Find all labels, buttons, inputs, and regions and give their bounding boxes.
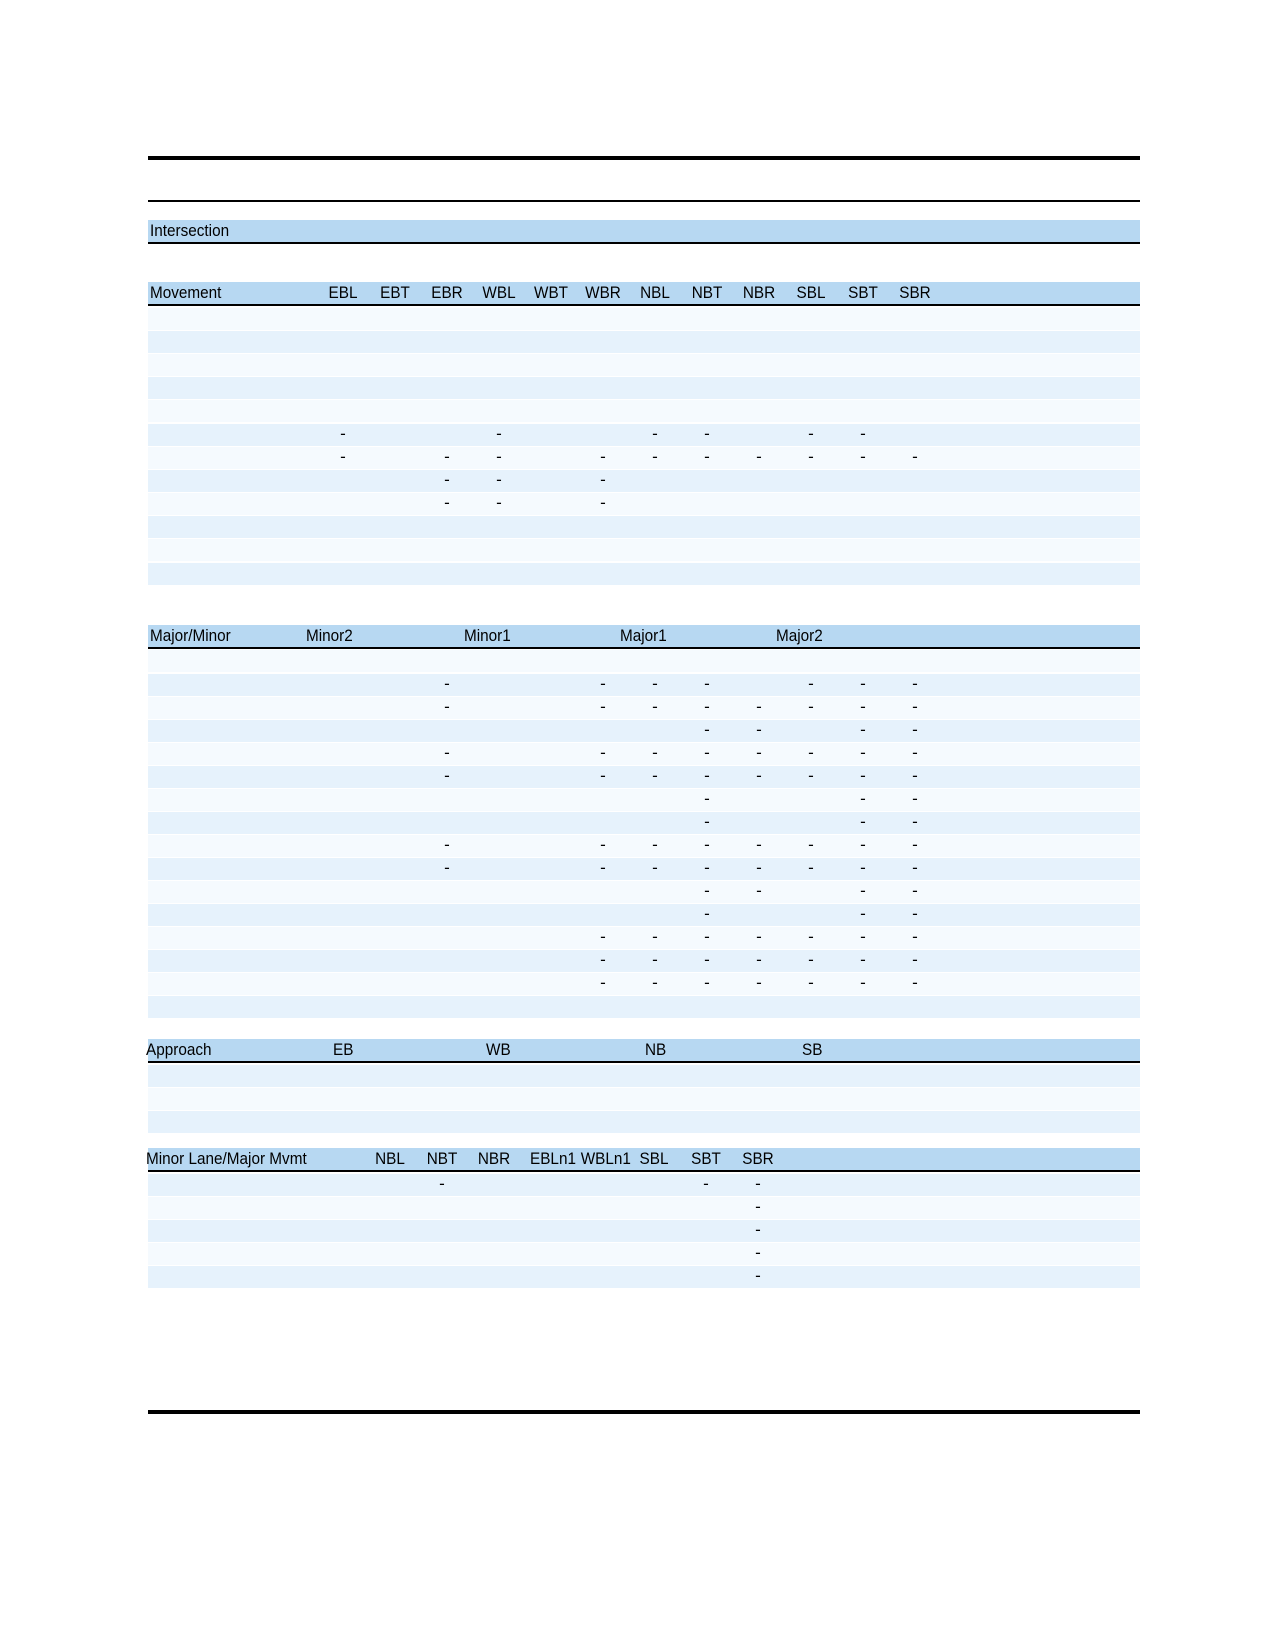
minor-lane-header — [148, 1148, 1140, 1172]
placeholder-dash: - — [704, 697, 710, 716]
group-minor1: Minor1 — [464, 626, 511, 645]
placeholder-dash: - — [912, 927, 918, 946]
placeholder-dash: - — [496, 493, 502, 512]
placeholder-dash: - — [808, 424, 814, 443]
placeholder-dash: - — [652, 858, 658, 877]
movement-col-wbr: WBR — [585, 283, 621, 302]
table-row — [148, 331, 1140, 353]
placeholder-dash: - — [439, 1174, 445, 1193]
placeholder-dash: - — [756, 835, 762, 854]
placeholder-dash: - — [755, 1174, 761, 1193]
placeholder-dash: - — [912, 812, 918, 831]
placeholder-dash: - — [912, 674, 918, 693]
placeholder-dash: - — [808, 927, 814, 946]
table-row — [148, 400, 1140, 422]
placeholder-dash: - — [600, 927, 606, 946]
lane-col-ebln1: EBLn1 — [530, 1149, 576, 1168]
table-row — [148, 1197, 1140, 1219]
lane-col-nbt: NBT — [426, 1149, 458, 1168]
placeholder-dash: - — [600, 493, 606, 512]
placeholder-dash: - — [860, 973, 866, 992]
group-wb: WB — [486, 1040, 511, 1059]
group-sb: SB — [802, 1040, 823, 1059]
top-rule — [148, 156, 1140, 160]
approach-label: Approach — [146, 1040, 212, 1059]
movement-col-sbl: SBL — [796, 283, 826, 302]
placeholder-dash: - — [756, 766, 762, 785]
table-row — [148, 697, 1140, 719]
placeholder-dash: - — [652, 927, 658, 946]
major-minor-header — [148, 625, 1140, 649]
placeholder-dash: - — [912, 904, 918, 923]
rule-tick-mark — [516, 156, 518, 160]
lane-col-sbr: SBR — [742, 1149, 774, 1168]
placeholder-dash: - — [912, 447, 918, 466]
bottom-rule — [148, 1410, 1140, 1414]
placeholder-dash: - — [756, 973, 762, 992]
placeholder-dash: - — [600, 950, 606, 969]
table-row — [148, 650, 1140, 672]
placeholder-dash: - — [496, 447, 502, 466]
placeholder-dash: - — [756, 950, 762, 969]
placeholder-dash: - — [444, 835, 450, 854]
placeholder-dash: - — [652, 424, 658, 443]
placeholder-dash: - — [704, 950, 710, 969]
placeholder-dash: - — [860, 858, 866, 877]
table-row — [148, 1266, 1140, 1288]
placeholder-dash: - — [755, 1220, 761, 1239]
major-minor-label: Major/Minor — [150, 626, 231, 645]
placeholder-dash: - — [860, 697, 866, 716]
table-row — [148, 904, 1140, 926]
movement-col-sbr: SBR — [899, 283, 931, 302]
placeholder-dash: - — [808, 858, 814, 877]
table-row — [148, 1088, 1140, 1110]
table-row — [148, 927, 1140, 949]
table-row — [148, 1243, 1140, 1265]
placeholder-dash: - — [496, 424, 502, 443]
placeholder-dash: - — [444, 858, 450, 877]
placeholder-dash: - — [912, 858, 918, 877]
placeholder-dash: - — [600, 743, 606, 762]
placeholder-dash: - — [756, 858, 762, 877]
table-row — [148, 1220, 1140, 1242]
placeholder-dash: - — [704, 858, 710, 877]
placeholder-dash: - — [808, 835, 814, 854]
placeholder-dash: - — [860, 927, 866, 946]
movement-col-wbl: WBL — [482, 283, 516, 302]
intersection-header — [148, 220, 1140, 244]
placeholder-dash: - — [652, 447, 658, 466]
placeholder-dash: - — [652, 973, 658, 992]
group-major2: Major2 — [776, 626, 823, 645]
placeholder-dash: - — [652, 743, 658, 762]
placeholder-dash: - — [860, 950, 866, 969]
placeholder-dash: - — [444, 447, 450, 466]
placeholder-dash: - — [600, 697, 606, 716]
table-row — [148, 1111, 1140, 1133]
group-major1: Major1 — [620, 626, 667, 645]
placeholder-dash: - — [600, 766, 606, 785]
placeholder-dash: - — [704, 927, 710, 946]
placeholder-dash: - — [703, 1174, 709, 1193]
placeholder-dash: - — [860, 743, 866, 762]
table-row — [148, 493, 1140, 515]
placeholder-dash: - — [600, 858, 606, 877]
placeholder-dash: - — [860, 789, 866, 808]
placeholder-dash: - — [860, 904, 866, 923]
table-row — [148, 1174, 1140, 1196]
movement-col-nbr: NBR — [742, 283, 776, 302]
group-minor2: Minor2 — [306, 626, 353, 645]
table-row — [148, 835, 1140, 857]
table-row — [148, 1065, 1140, 1087]
placeholder-dash: - — [444, 766, 450, 785]
placeholder-dash: - — [704, 835, 710, 854]
placeholder-dash: - — [444, 470, 450, 489]
table-row — [148, 858, 1140, 880]
table-row — [148, 950, 1140, 972]
placeholder-dash: - — [704, 812, 710, 831]
placeholder-dash: - — [912, 720, 918, 739]
table-row — [148, 308, 1140, 330]
placeholder-dash: - — [860, 835, 866, 854]
table-row — [148, 743, 1140, 765]
placeholder-dash: - — [444, 674, 450, 693]
intersection-label: Intersection — [150, 221, 230, 240]
placeholder-dash: - — [652, 835, 658, 854]
minor-lane-label: Minor Lane/Major Mvmt — [146, 1149, 307, 1168]
placeholder-dash: - — [600, 973, 606, 992]
placeholder-dash: - — [704, 424, 710, 443]
placeholder-dash: - — [912, 973, 918, 992]
movement-col-sbt: SBT — [848, 283, 878, 302]
placeholder-dash: - — [704, 720, 710, 739]
placeholder-dash: - — [808, 950, 814, 969]
placeholder-dash: - — [912, 950, 918, 969]
placeholder-dash: - — [912, 697, 918, 716]
movement-col-wbt: WBT — [533, 283, 569, 302]
placeholder-dash: - — [756, 743, 762, 762]
placeholder-dash: - — [860, 674, 866, 693]
approach-header — [148, 1039, 1140, 1063]
placeholder-dash: - — [860, 447, 866, 466]
table-row — [148, 996, 1140, 1018]
placeholder-dash: - — [704, 881, 710, 900]
placeholder-dash: - — [756, 927, 762, 946]
group-nb: NB — [645, 1040, 667, 1059]
table-row — [148, 354, 1140, 376]
placeholder-dash: - — [808, 697, 814, 716]
placeholder-dash: - — [756, 447, 762, 466]
placeholder-dash: - — [755, 1243, 761, 1262]
table-row — [148, 720, 1140, 742]
table-row — [148, 973, 1140, 995]
placeholder-dash: - — [704, 789, 710, 808]
placeholder-dash: - — [600, 835, 606, 854]
placeholder-dash: - — [860, 424, 866, 443]
placeholder-dash: - — [756, 697, 762, 716]
placeholder-dash: - — [860, 720, 866, 739]
table-row — [148, 424, 1140, 446]
movement-col-nbl: NBL — [640, 283, 670, 302]
placeholder-dash: - — [704, 447, 710, 466]
placeholder-dash: - — [444, 697, 450, 716]
lane-col-nbr: NBR — [477, 1149, 511, 1168]
placeholder-dash: - — [808, 766, 814, 785]
lane-col-sbl: SBL — [639, 1149, 669, 1168]
movement-col-ebr: EBR — [431, 283, 463, 302]
placeholder-dash: - — [600, 447, 606, 466]
table-row — [148, 881, 1140, 903]
placeholder-dash: - — [600, 470, 606, 489]
placeholder-dash: - — [652, 674, 658, 693]
table-row — [148, 766, 1140, 788]
placeholder-dash: - — [860, 766, 866, 785]
placeholder-dash: - — [652, 697, 658, 716]
placeholder-dash: - — [912, 835, 918, 854]
placeholder-dash: - — [808, 447, 814, 466]
placeholder-dash: - — [860, 881, 866, 900]
placeholder-dash: - — [600, 674, 606, 693]
movement-col-nbt: NBT — [691, 283, 723, 302]
table-row — [148, 539, 1140, 561]
placeholder-dash: - — [912, 789, 918, 808]
lane-col-wbln1: WBLn1 — [580, 1149, 631, 1168]
placeholder-dash: - — [808, 743, 814, 762]
movement-col-ebt: EBT — [380, 283, 410, 302]
table-row — [148, 674, 1140, 696]
table-row — [148, 447, 1140, 469]
movement-col-ebl: EBL — [328, 283, 358, 302]
placeholder-dash: - — [755, 1266, 761, 1285]
placeholder-dash: - — [912, 743, 918, 762]
table-row — [148, 789, 1140, 811]
table-row — [148, 377, 1140, 399]
placeholder-dash: - — [755, 1197, 761, 1216]
placeholder-dash: - — [912, 881, 918, 900]
placeholder-dash: - — [704, 973, 710, 992]
header-rule — [148, 200, 1140, 202]
placeholder-dash: - — [808, 973, 814, 992]
placeholder-dash: - — [340, 424, 346, 443]
table-row — [148, 563, 1140, 585]
table-row — [148, 516, 1140, 538]
placeholder-dash: - — [808, 674, 814, 693]
table-row — [148, 470, 1140, 492]
table-row — [148, 812, 1140, 834]
placeholder-dash: - — [444, 493, 450, 512]
lane-col-sbt: SBT — [691, 1149, 721, 1168]
placeholder-dash: - — [652, 950, 658, 969]
placeholder-dash: - — [652, 766, 658, 785]
placeholder-dash: - — [340, 447, 346, 466]
placeholder-dash: - — [704, 743, 710, 762]
placeholder-dash: - — [912, 766, 918, 785]
placeholder-dash: - — [444, 743, 450, 762]
placeholder-dash: - — [496, 470, 502, 489]
placeholder-dash: - — [704, 766, 710, 785]
placeholder-dash: - — [704, 904, 710, 923]
placeholder-dash: - — [756, 881, 762, 900]
lane-col-nbl: NBL — [375, 1149, 405, 1168]
placeholder-dash: - — [860, 812, 866, 831]
placeholder-dash: - — [756, 720, 762, 739]
movement-label: Movement — [150, 283, 222, 302]
movement-header — [148, 282, 1140, 306]
placeholder-dash: - — [704, 674, 710, 693]
group-eb: EB — [333, 1040, 354, 1059]
